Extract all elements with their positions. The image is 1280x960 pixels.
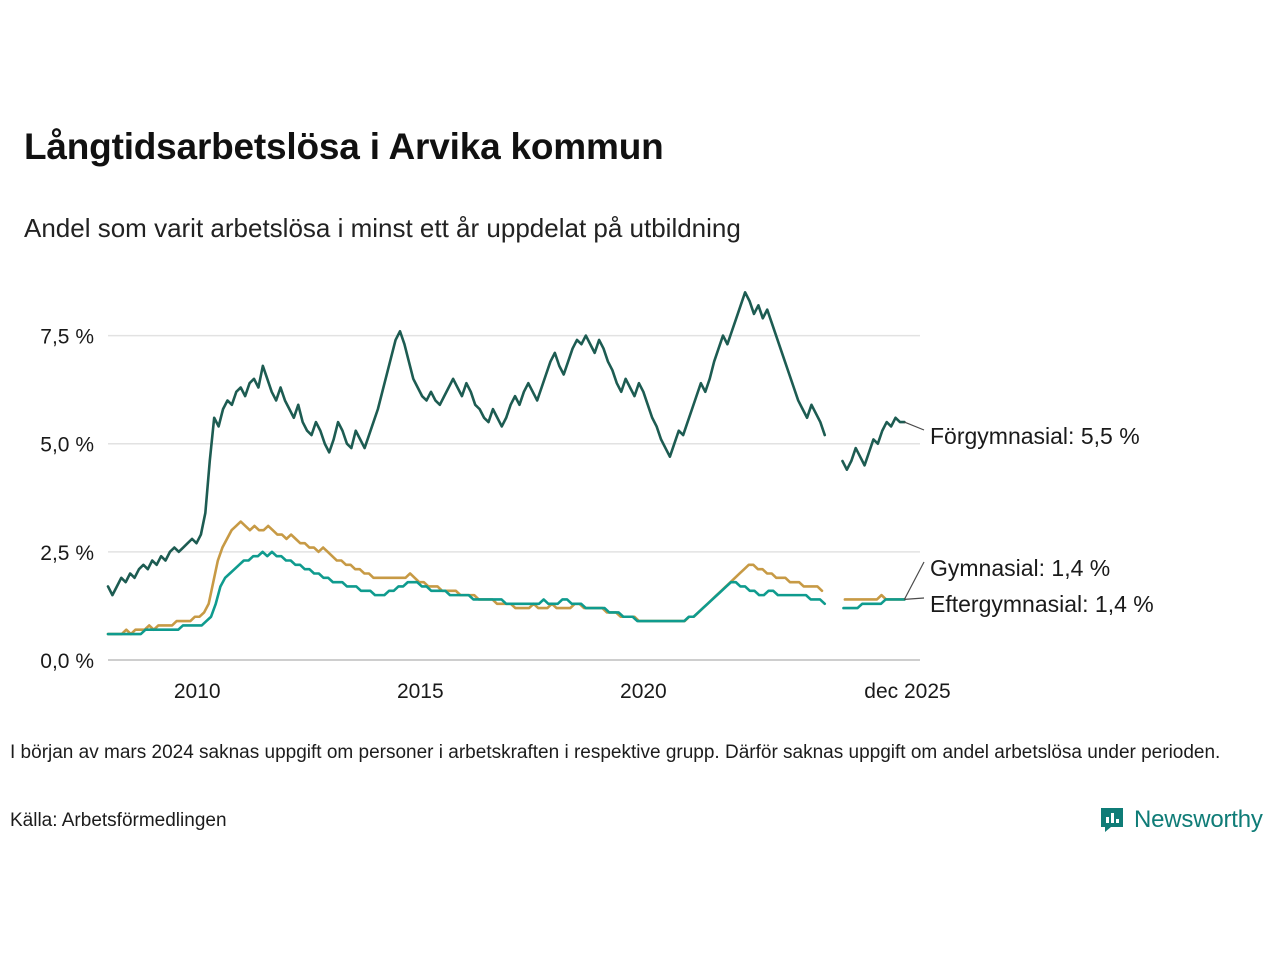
footnote: I början av mars 2024 saknas uppgift om personer i arbetskraften i respektive grupp. Därför saknas uppgift om andel arbetslösa under perioden. xyxy=(10,742,1221,763)
series-line-gymnasial xyxy=(108,522,822,634)
x-tick-label: dec 2025 xyxy=(864,680,951,700)
logo-text: Newsworthy xyxy=(1134,806,1263,833)
source-note: Källa: Arbetsförmedlingen xyxy=(10,810,227,831)
series-label-eftergymnasial: Eftergymnasial: 1,4 % xyxy=(930,591,1154,617)
x-tick-label: 2020 xyxy=(620,680,667,700)
page-title: Långtidsarbetslösa i Arvika kommun xyxy=(24,126,664,167)
page-subtitle: Andel som varit arbetslösa i minst ett år uppdelat på utbildning xyxy=(24,213,741,243)
leader-forgymnasial xyxy=(904,422,924,430)
chart-container xyxy=(0,270,1280,700)
y-tick-label: 7,5 % xyxy=(40,325,94,349)
line-chart xyxy=(0,270,1280,700)
series-label-forgymnasial: Förgymnasial: 5,5 % xyxy=(930,423,1140,449)
y-tick-label: 0,0 % xyxy=(40,650,94,673)
bar-chart-icon xyxy=(1098,806,1126,834)
x-tick-label: 2010 xyxy=(173,680,221,700)
leader-gymnasial xyxy=(904,562,924,599)
series-label-gymnasial: Gymnasial: 1,4 % xyxy=(930,555,1111,581)
x-tick-label: 2015 xyxy=(396,680,444,700)
newsworthy-logo xyxy=(1098,806,1263,834)
y-tick-label: 5,0 % xyxy=(40,433,94,457)
leader-eftergymnasial xyxy=(904,598,924,599)
y-tick-label: 2,5 % xyxy=(40,541,94,565)
